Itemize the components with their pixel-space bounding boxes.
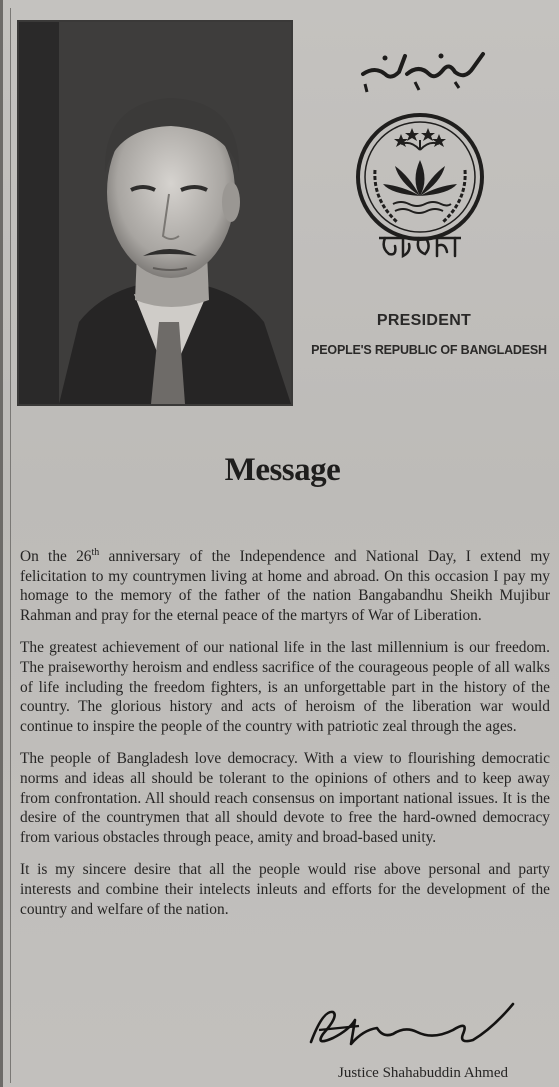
arabic-calligraphy-logo xyxy=(355,44,495,96)
office-title: PRESIDENT xyxy=(376,312,472,329)
handwritten-signature xyxy=(293,990,533,1060)
page-border-rule xyxy=(10,8,11,1083)
message-paragraph-2: The greatest achievement of our national life in the last millennium is our freedom. The praiseworthy heroism and endless sacrifice of the courageous people of all walks of life including the freedom fighters, is an unforgettable part in the history of the country. The glorious history and acts of heroism of the liberation war would continue to inspire the people of the country with patriotic zeal through the ages. xyxy=(20,639,550,735)
message-heading: Message xyxy=(224,452,341,488)
bengali-president-caption xyxy=(375,232,465,262)
message-paragraph-3: The people of Bangladesh love democracy. With a view to flourishing democratic norms and ideas all should be tolerant to the opinions of others and to keep away from confrontation. All should reach consensus on important national issues. It is the desire of the countrymen that all should devote to free the hard-owned democracy from various obstacles through peace, amity and broad-based unity. xyxy=(20,750,550,846)
signer-name: Justice Shahabuddin Ahmed xyxy=(338,1065,508,1081)
message-body xyxy=(20,547,550,932)
portrait-photo xyxy=(17,20,293,406)
message-paragraph-4: It is my sincere desire that all the people would rise above personal and party interests and combine their intelects inleuts and efforts for the development of the country and welfare of the nation. xyxy=(20,861,550,918)
country-name: PEOPLE'S REPUBLIC OF BANGLADESH xyxy=(311,343,547,357)
state-emblem-icon xyxy=(353,110,487,244)
message-paragraph-1: On the 26th anniversary of the Independence and National Day, I extend my felicitation to my countrymen living at home and abroad. On this occasion I pay my homage to the memory of the father of the nation Bangabandhu Sheikh Mujibur Rahman and pray for the eternal peace of the martyrs of War of Liberation. xyxy=(20,546,550,624)
